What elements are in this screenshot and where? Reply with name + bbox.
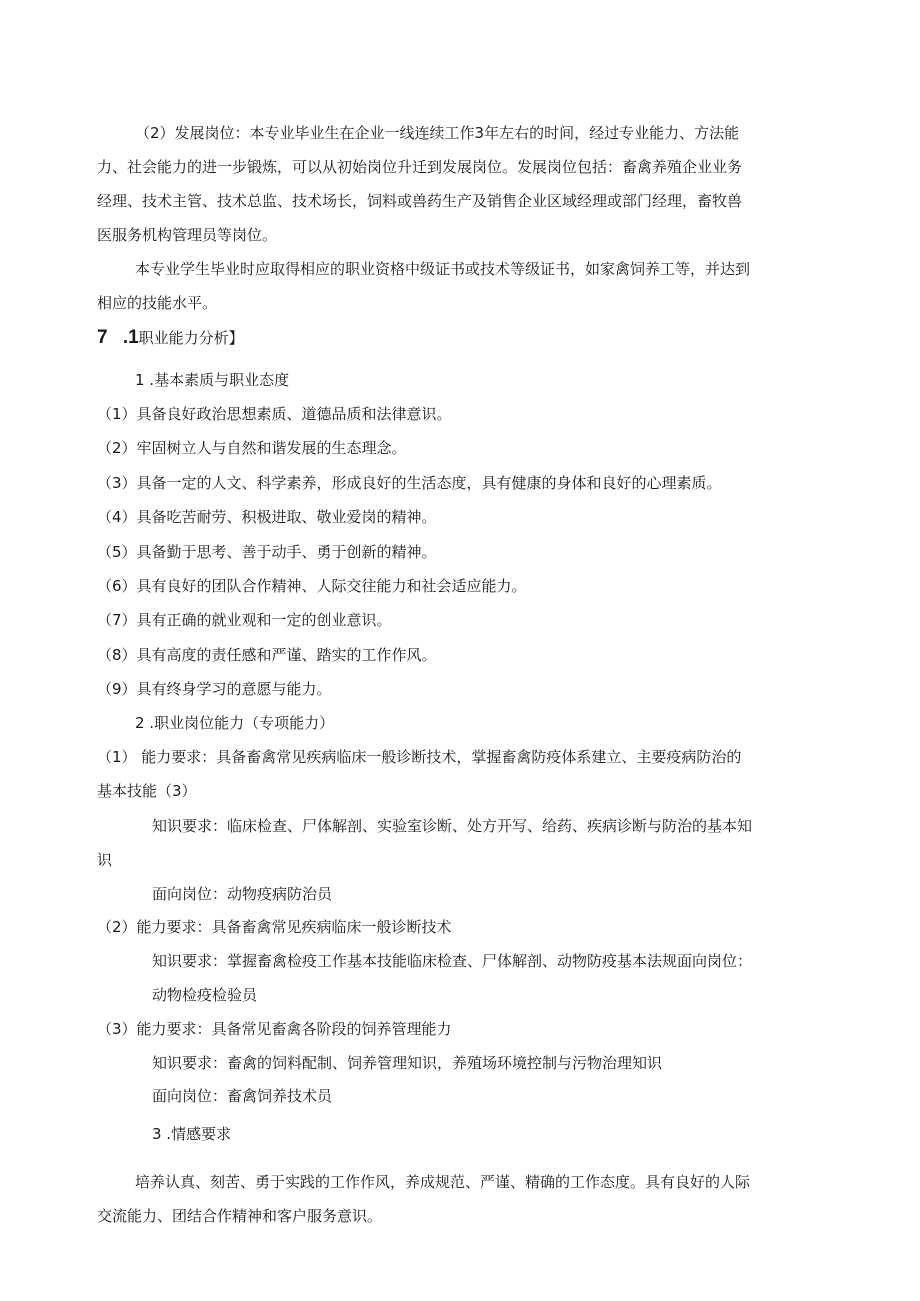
knowledge-2-line-2: 动物检疫检验员 [152, 986, 258, 1004]
knowledge-1-line-2: 识 [97, 851, 113, 869]
section-number: 7 [97, 327, 108, 348]
basic-item-8: （8）具有高度的责任感和严谨、踏实的工作作风。 [97, 646, 437, 664]
knowledge-1-line-1: 知识要求：临床检查、尸体解剖、实验室诊断、处方开写、给药、疾病诊断与防治的基本知 [152, 817, 753, 835]
basic-item-2: （2）牢固树立人与自然和谐发展的生态理念。 [97, 439, 407, 457]
basic-item-1: （1）具备良好政治思想素质、道德品质和法律意识。 [97, 405, 452, 423]
ability-3: （3）能力要求：具备常见畜禽各阶段的饲养管理能力 [97, 1020, 452, 1038]
subheading-basic-quality: 1 .基本素质与职业态度 [135, 371, 290, 389]
knowledge-3: 知识要求：畜禽的饲料配制、饲养管理知识，养殖场环境控制与污物治理知识 [152, 1054, 663, 1072]
ability-1-line-2: 基本技能（3） [97, 782, 197, 800]
basic-item-7: （7）具有正确的就业观和一定的创业意识。 [97, 611, 392, 629]
knowledge-2-line-1: 知识要求：掌握畜禽检疫工作基本技能临床检查、尸体解剖、动物防疫基本法规面向岗位： [152, 952, 753, 970]
basic-item-5: （5）具备勤于思考、善于动手、勇于创新的精神。 [97, 543, 437, 561]
ability-2: （2）能力要求：具备畜禽常见疾病临床一般诊断技术 [97, 918, 452, 936]
dev-position-line-1: （2）发展岗位：本专业毕业生在企业一线连续工作3年左右的时间，经过专业能力、方法能 [135, 124, 740, 142]
ability-1-line-1: （1） 能力要求：具备畜禽常见疾病临床一般诊断技术，掌握畜禽防疫体系建立、主要疫病防治的 [97, 748, 742, 766]
certificate-line-1: 本专业学生毕业时应取得相应的职业资格中级证书或技术等级证书，如家禽饲养工等，并达到 [135, 260, 751, 278]
basic-item-9: （9）具有终身学习的意愿与能力。 [97, 680, 332, 698]
dev-position-line-3: 经理、技术主管、技术总监、技术场长，饲料或兽药生产及销售企业区域经理或部门经理，畜牧兽 [97, 192, 743, 210]
basic-item-4: （4）具备吃苦耐劳、积极进取、敬业爱岗的精神。 [97, 508, 437, 526]
position-1: 面向岗位：动物疫病防治员 [152, 885, 333, 903]
section-heading [97, 328, 244, 348]
dev-position-line-2: 力、社会能力的进一步锻炼，可以从初始岗位升迁到发展岗位。发展岗位包括：畜禽养殖企业业务 [97, 158, 743, 176]
basic-item-3: （3）具备一定的人文、科学素养，形成良好的生活态度，具有健康的身体和良好的心理素质。 [97, 474, 722, 492]
emotion-line-1: 培养认真、刻苦、勇于实践的工作作风，养成规范、严谨、精确的工作态度。具有良好的人际 [135, 1173, 751, 1191]
position-3: 面向岗位：畜禽饲养技术员 [152, 1087, 333, 1105]
emotion-line-2: 交流能力、团结合作精神和客户服务意识。 [97, 1207, 383, 1225]
dev-position-line-4: 医服务机构管理员等岗位。 [97, 226, 278, 244]
subheading-emotion: 3 .情感要求 [152, 1125, 232, 1143]
section-title: 职业能力分析】 [138, 329, 244, 347]
subheading-job-ability: 2 .职业岗位能力（专项能力） [135, 714, 335, 732]
certificate-line-2: 相应的技能水平。 [97, 294, 218, 312]
section-subnumber: .1 [122, 327, 139, 348]
basic-item-6: （6）具有良好的团队合作精神、人际交往能力和社会适应能力。 [97, 577, 527, 595]
